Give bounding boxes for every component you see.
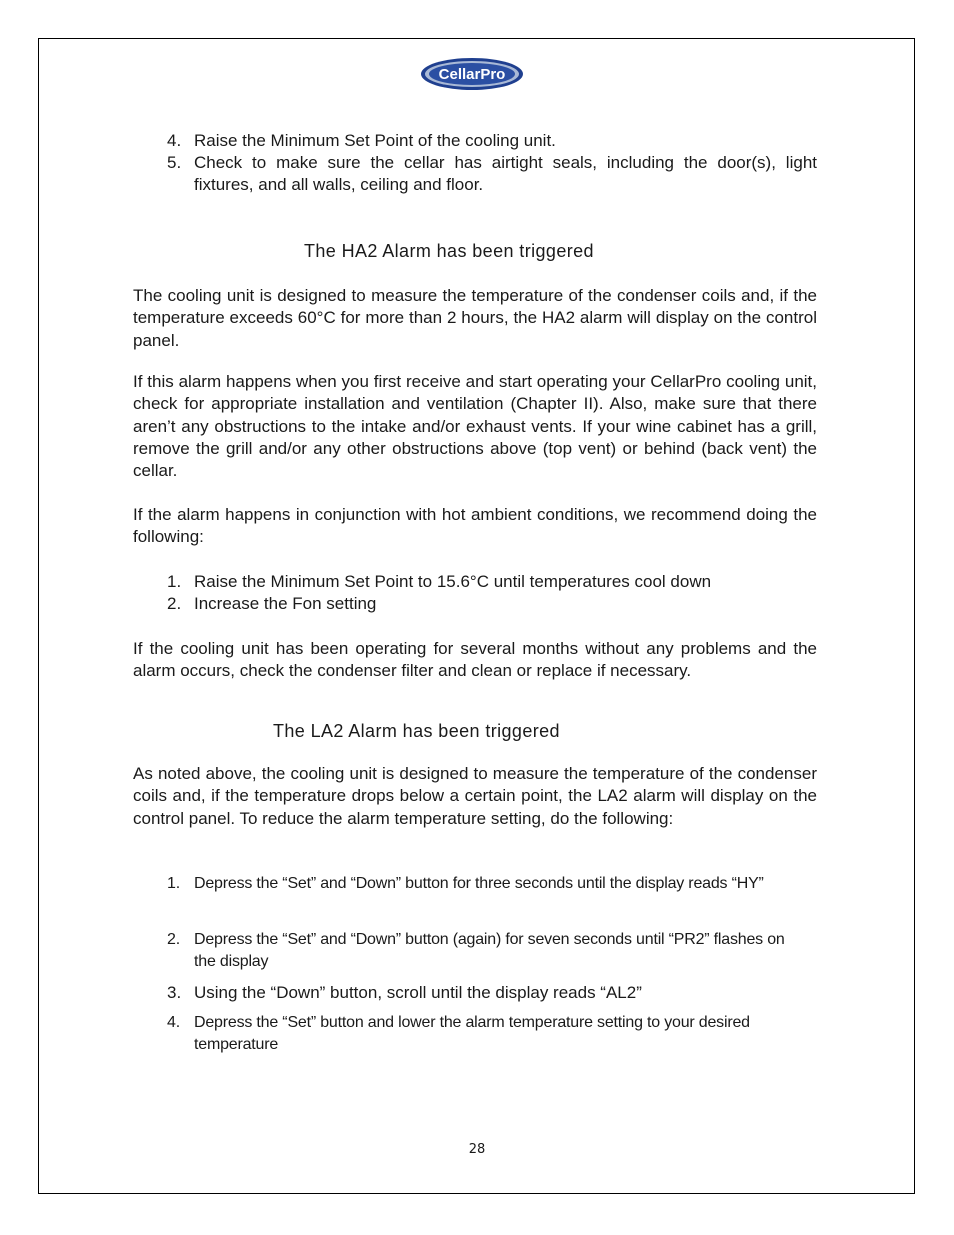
list-text: Using the “Down” button, scroll until the display reads “AL2”: [194, 983, 642, 1002]
list-item: [167, 929, 807, 974]
list-number: 4.: [167, 131, 182, 150]
list-number: 5.: [167, 153, 182, 172]
list-item: [167, 593, 817, 615]
list-item: [167, 1012, 792, 1057]
list-text: Raise the Minimum Set Point to 15.6°C until temperatures cool down: [194, 572, 712, 591]
list-text: Depress the “Set” and “Down” button for three seconds until the display reads “HY”: [194, 875, 764, 892]
list-item: [167, 571, 817, 593]
section-heading-ha2: The HA2 Alarm has been triggered: [304, 241, 594, 261]
list-text: Check to make sure the cellar has airtight seals, including the door(s), light fixtures, and all walls, ceiling and floor.: [194, 153, 817, 195]
list-number: 2.: [167, 931, 180, 948]
page-number: 28: [468, 1142, 486, 1157]
ha2-paragraph-2: If this alarm happens when you first receive and start operating your CellarPro cooling unit, check for appropriate installation and ventilation (Chapter II). Also, make sure that there aren’t any obstructions to the intake and/or exhaust vents. If your wine cabinet has a grill, remove the grill and/or any other obstructions above (top vent) or behind (back vent) the cellar.: [133, 372, 817, 481]
list-item: [167, 982, 817, 1004]
ha2-paragraph-4: If the cooling unit has been operating for several months without any problems and the alarm occurs, check the condenser filter and clean or replace if necessary.: [133, 639, 817, 681]
section-heading-la2: The LA2 Alarm has been triggered: [273, 721, 560, 741]
list-text: Increase the Fon setting: [194, 594, 377, 613]
list-text: Raise the Minimum Set Point of the cooling unit.: [194, 131, 556, 150]
la2-paragraph-1: As noted above, the cooling unit is designed to measure the temperature of the condenser coils and, if the temperature drops below a certain point, the LA2 alarm will display on the control panel. To reduce the alarm temperature setting, do the following:: [133, 764, 817, 828]
list-item: [167, 152, 817, 197]
ha2-paragraph-1: The cooling unit is designed to measure the temperature of the condenser coils and, if the temperature exceeds 60°C for more than 2 hours, the HA2 alarm will display on the control panel.: [133, 286, 817, 350]
list-number: 1.: [167, 572, 182, 591]
ha2-paragraph-3: If the alarm happens in conjunction with hot ambient conditions, we recommend doing the following:: [133, 505, 817, 547]
list-item: [167, 873, 787, 895]
list-number: 3.: [167, 983, 182, 1002]
list-text: Depress the “Set” and “Down” button (again) for seven seconds until “PR2” flashes on the display: [194, 931, 785, 971]
list-number: 1.: [167, 875, 180, 892]
logo-text: CellarPro: [438, 66, 506, 83]
list-item: [167, 130, 817, 152]
list-number: 2.: [167, 594, 182, 613]
cellarpro-logo: [420, 57, 524, 91]
list-text: Depress the “Set” button and lower the alarm temperature setting to your desired temperature: [194, 1014, 750, 1054]
list-number: 4.: [167, 1014, 180, 1031]
